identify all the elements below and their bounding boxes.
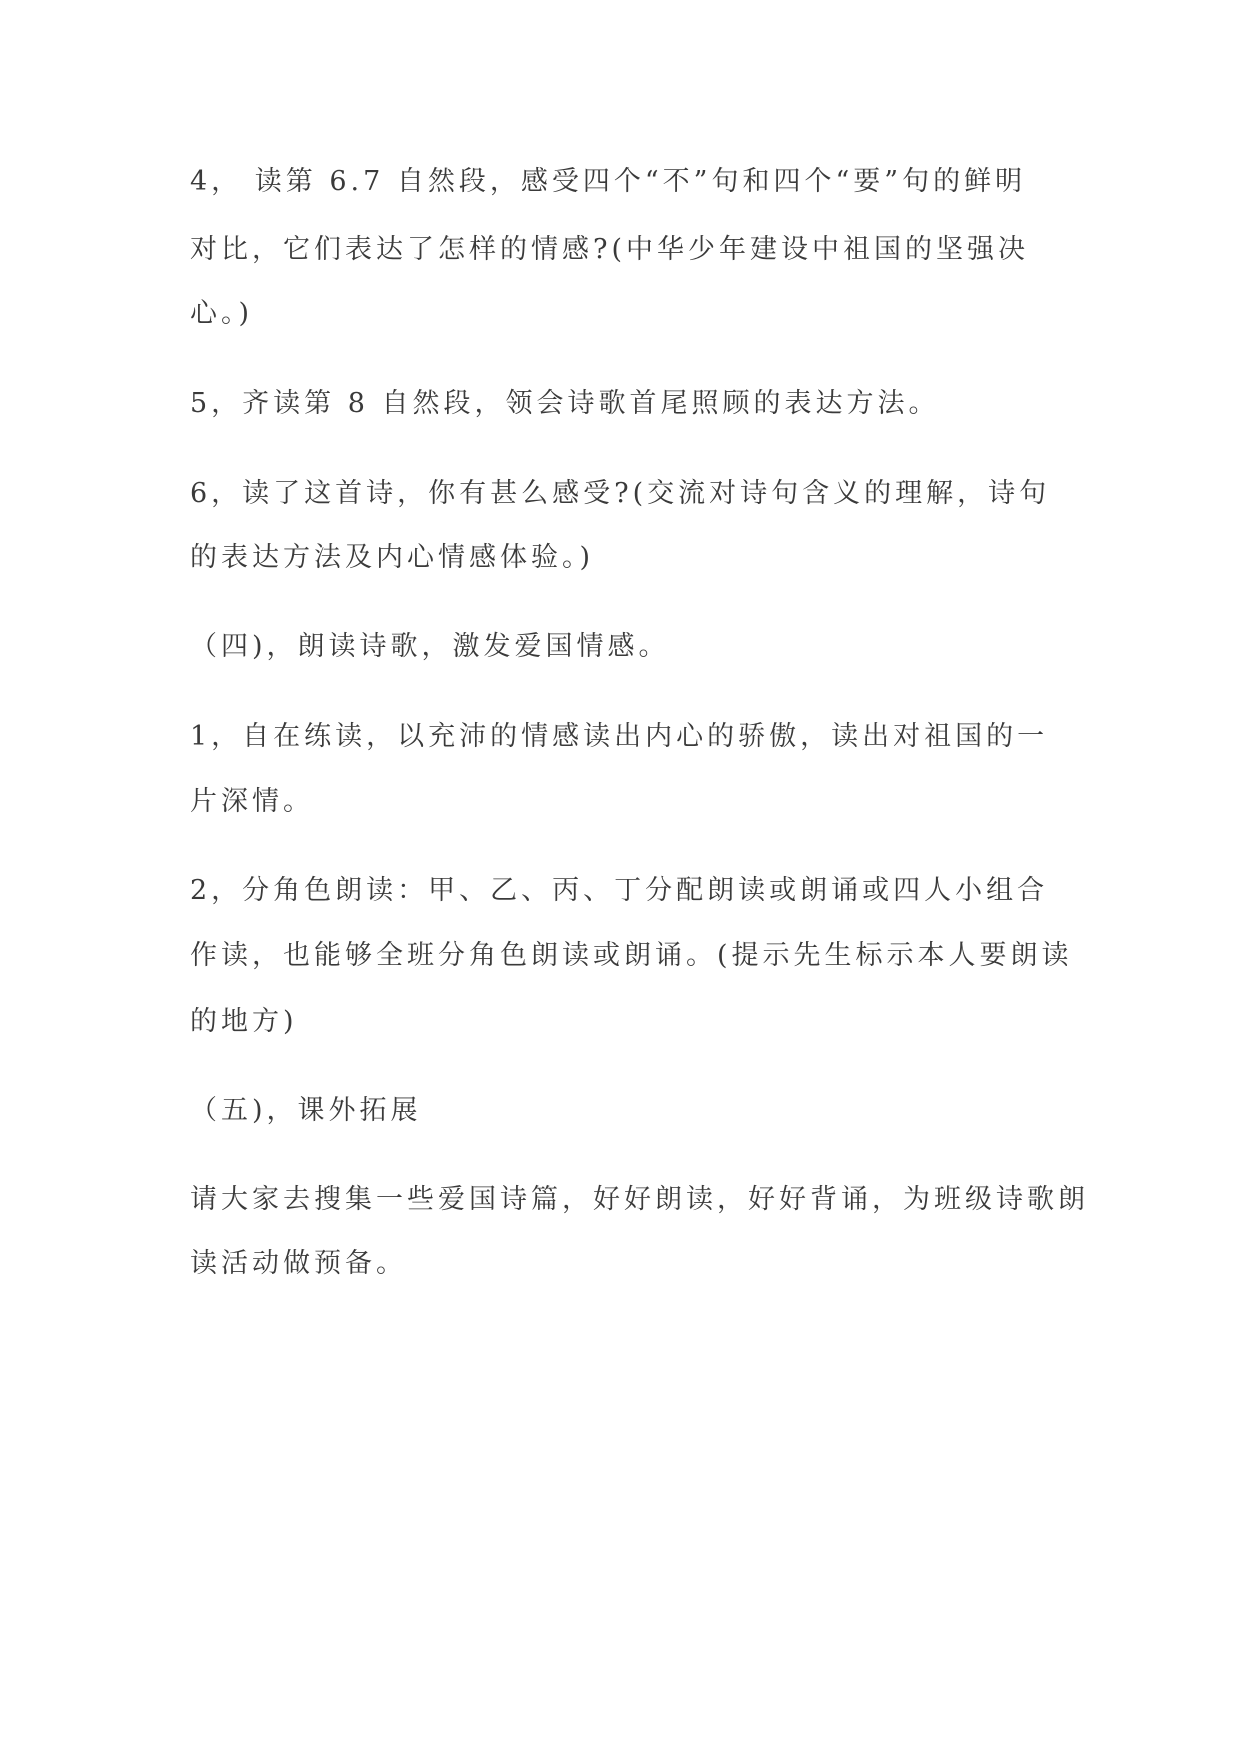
extension-line-2: 读活动做预备。	[190, 1248, 407, 1279]
paragraph-4-line-2: 对比，它们表达了怎样的情感?(中华少年建设中祖国的坚强决	[190, 234, 1030, 265]
section-4-item-2-line-3: 的地方)	[190, 1006, 298, 1037]
paragraph-5-line-1: 5，齐读第 8 自然段，领会诗歌首尾照顾的表达方法。	[190, 388, 940, 419]
section-4-item-2-line-1: 2，分角色朗读：甲、乙、丙、丁分配朗读或朗诵或四人小组合	[190, 875, 1049, 906]
section-4-item-1-line-1: 1，自在练读，以充沛的情感读出内心的骄傲，读出对祖国的一	[190, 721, 1049, 752]
section-5-heading: （五)，课外拓展	[190, 1095, 422, 1126]
extension-line-1: 请大家去搜集一些爱国诗篇，好好朗读，好好背诵，为班级诗歌朗	[190, 1184, 1089, 1215]
paragraph-4-line-3: 心。)	[190, 298, 254, 329]
section-4-heading: （四)，朗读诗歌，激发爱国情感。	[190, 631, 670, 662]
section-4-item-1-line-2: 片深情。	[190, 786, 314, 817]
paragraph-4-line-1: 4， 读第 6.7 自然段，感受四个“不”句和四个“要”句的鲜明	[190, 166, 1027, 197]
paragraph-6-line-1: 6，读了这首诗，你有甚么感受?(交流对诗句含义的理解，诗句	[190, 478, 1051, 509]
section-4-item-2-line-2: 作读，也能够全班分角色朗读或朗诵。(提示先生标示本人要朗读	[190, 940, 1073, 971]
paragraph-6-line-2: 的表达方法及内心情感体验。)	[190, 542, 595, 573]
